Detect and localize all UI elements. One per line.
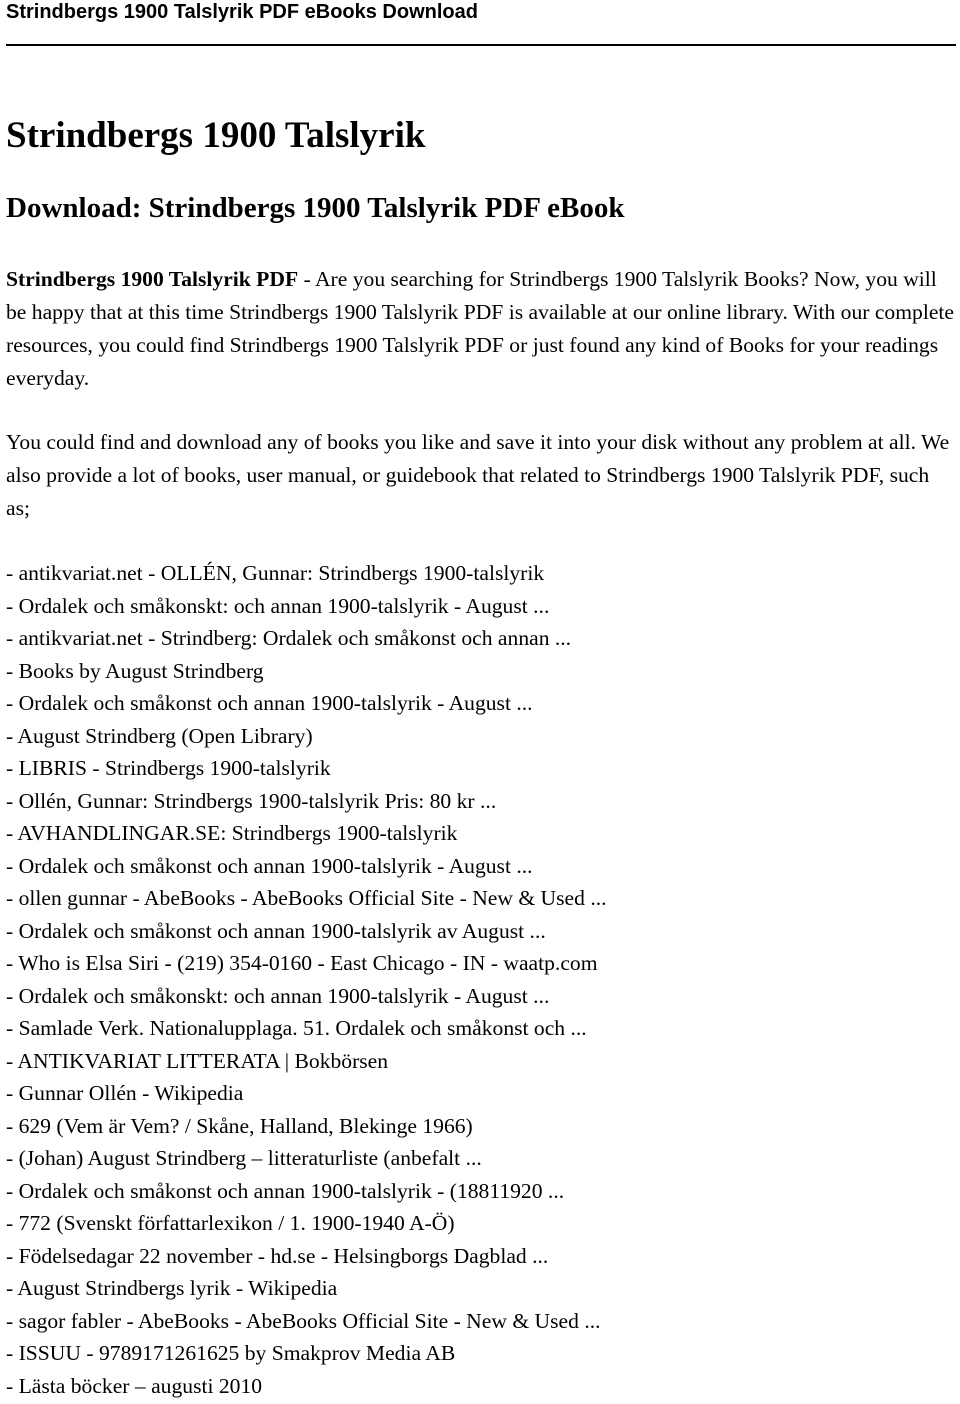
description-paragraph: You could find and download any of books you like and save it into your disk without any problem at all. We also provide a lot of books, user manual, or guidebook that related to Strindbergs 1900 Talslyrik PDF, such as; (6, 430, 950, 520)
related-link[interactable]: - Ordalek och småkonskt: och annan 1900-talslyrik - August ... (6, 983, 550, 1008)
related-link[interactable]: - antikvariat.net - Strindberg: Ordalek och småkonst och annan ... (6, 626, 572, 650)
related-link[interactable]: - ANTIKVARIAT LITTERATA | Bokbörsen (6, 1048, 389, 1073)
related-link[interactable]: - AVHANDLINGAR.SE: Strindbergs 1900-talslyrik (6, 821, 458, 845)
related-link[interactable]: - Ordalek och småkonst och annan 1900-talslyrik - August ... (6, 853, 533, 878)
related-link[interactable]: - LIBRIS - Strindbergs 1900-talslyrik (6, 756, 331, 780)
related-link[interactable]: - Ordalek och småkonst och annan 1900-talslyrik av August ... (6, 918, 546, 943)
related-link[interactable]: - Gunnar Ollén - Wikipedia (6, 1081, 244, 1105)
header-title: Strindbergs 1900 Talslyrik PDF eBooks Download (6, 1, 478, 23)
related-link[interactable]: - Ollén, Gunnar: Strindbergs 1900-talslyrik Pris: 80 kr ... (6, 788, 497, 813)
related-link[interactable]: - ISSUU - 9789171261625 by Smakprov Media AB (6, 1341, 456, 1365)
related-link[interactable]: - August Strindberg (Open Library) (6, 723, 313, 748)
related-link[interactable]: - antikvariat.net - OLLÉN, Gunnar: Strindbergs 1900-talslyrik (6, 561, 545, 585)
related-link[interactable]: - Ordalek och småkonst och annan 1900-talslyrik - (18811920 ... (6, 1178, 565, 1203)
related-link[interactable]: - August Strindbergs lyrik - Wikipedia (6, 1276, 338, 1300)
related-link[interactable]: - Födelsedagar 22 november - hd.se - Helsingborgs Dagblad ... (6, 1243, 549, 1268)
related-link[interactable]: - ollen gunnar - AbeBooks - AbeBooks Official Site - New & Used ... (6, 886, 607, 910)
related-link[interactable]: - (Johan) August Strindberg – litteraturliste (anbefalt ... (6, 1146, 482, 1170)
related-links-list (6, 557, 607, 1402)
related-link[interactable]: - 629 (Vem är Vem? / Skåne, Halland, Blekinge 1966) (6, 1113, 473, 1138)
intro-bold: Strindbergs 1900 Talslyrik PDF (6, 267, 299, 291)
intro-paragraph (6, 263, 956, 395)
related-link[interactable]: - Who is Elsa Siri - (219) 354-0160 - East Chicago - IN - waatp.com (6, 951, 598, 975)
related-link[interactable]: - 772 (Svenskt författarlexikon / 1. 1900-1940 A-Ö) (6, 1211, 455, 1235)
related-link[interactable]: - Samlade Verk. Nationalupplaga. 51. Ordalek och småkonst och ... (6, 1016, 587, 1040)
page-title: Strindbergs 1900 Talslyrik (6, 115, 426, 156)
related-link[interactable]: - sagor fabler - AbeBooks - AbeBooks Official Site - New & Used ... (6, 1308, 601, 1333)
intro-text: - Are you searching for Strindbergs 1900 Talslyrik Books? Now, you will be happy that at this time Strindbergs 1900 Talslyrik PDF is available at our online library. With our complete resources, you could find Strindbergs 1900 Talslyrik PDF or just found any kind of Books for your readings everyday. (6, 267, 954, 390)
related-link[interactable]: - Ordalek och småkonskt: och annan 1900-talslyrik - August ... (6, 593, 550, 618)
download-heading: Download: Strindbergs 1900 Talslyrik PDF eBook (6, 192, 625, 224)
related-link[interactable]: - Lästa böcker – augusti 2010 (6, 1373, 263, 1398)
related-link[interactable]: - Books by August Strindberg (6, 658, 264, 683)
page-header (6, 0, 956, 46)
related-link[interactable]: - Ordalek och småkonst och annan 1900-talslyrik - August ... (6, 691, 533, 715)
